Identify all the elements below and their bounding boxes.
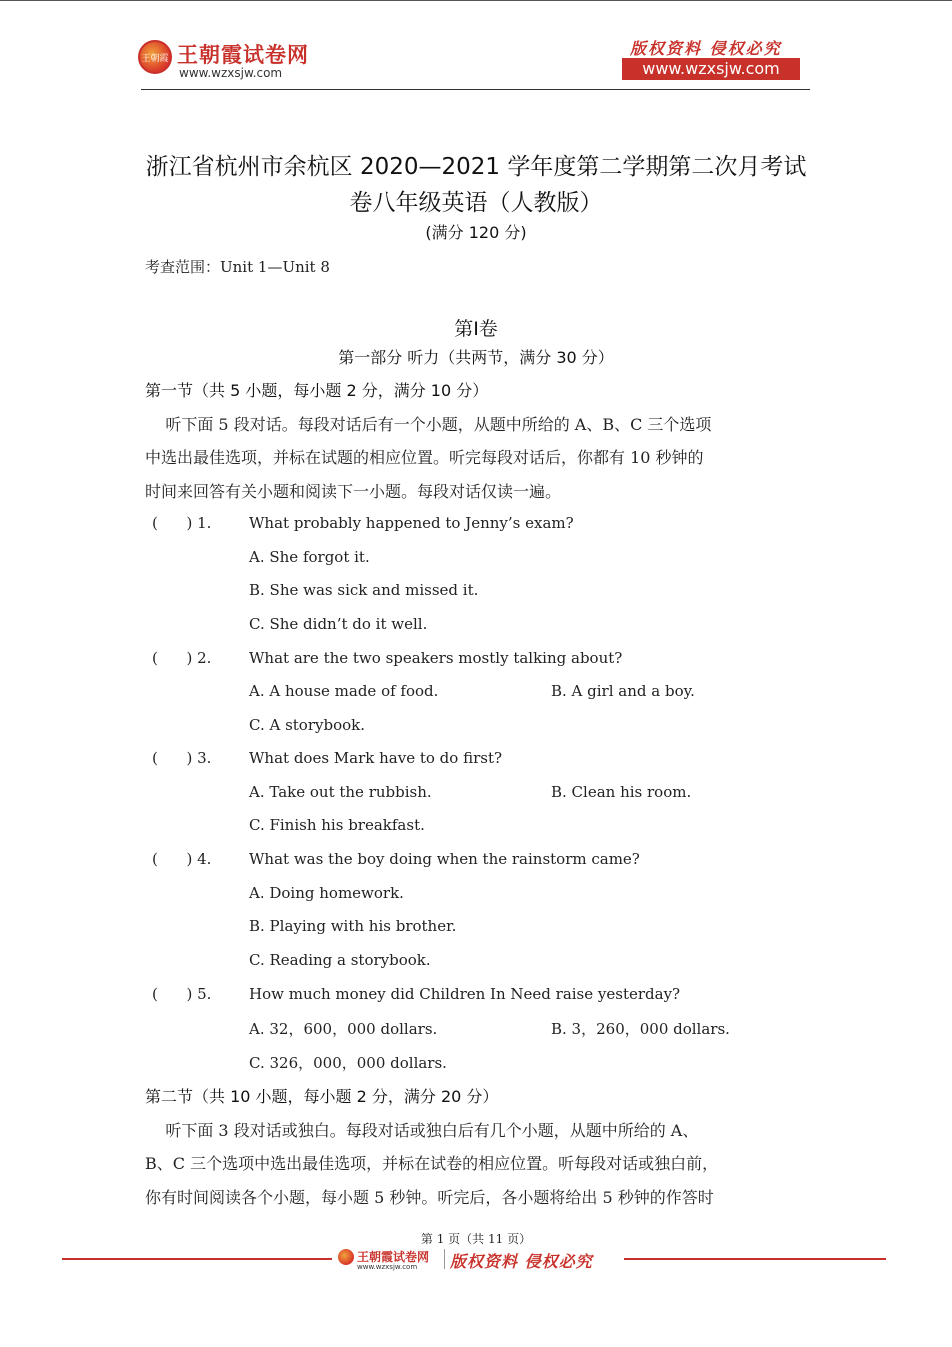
question-text: What are the two speakers mostly talking about? [249,649,623,667]
part1-heading: 第一部分 听力（共两节，满分 30 分） [338,348,614,367]
option-c: C. She didn’t do it well. [249,615,428,633]
site-url-banner[interactable]: www.wzxsjw.com [622,58,800,80]
footer-divider-right [624,1258,886,1260]
section2-instruction-line: B、C 三个选项中选出最佳选项，并标在试卷的相应位置。听每段对话或独白前， [145,1154,719,1173]
footer-logo-icon [338,1249,354,1265]
header-divider [141,89,810,90]
footer-separator [444,1249,445,1269]
option-b: B. Playing with his brother. [249,917,457,935]
exam-scope: 考查范围：Unit 1—Unit 8 [145,258,330,276]
option-b: B. A girl and a boy. [551,682,695,700]
volume-heading: 第Ⅰ卷 [454,318,498,340]
full-score: (满分 120 分) [425,223,527,242]
option-c: C. 326，000，000 dollars. [249,1054,447,1072]
question-text: What does Mark have to do first? [249,749,503,767]
site-logo-icon: 王朝霞 [138,40,172,74]
footer-site-name: 王朝霞试卷网 [357,1250,430,1264]
section1-instruction-line: 中选出最佳选项，并标在试题的相应位置。听完每段对话后，你都有 10 秒钟的 [145,448,704,467]
answer-blank[interactable]: ( ) 1. [152,514,212,532]
question-text: What probably happened to Jenny’s exam? [249,514,574,532]
answer-blank[interactable]: ( ) 2. [152,649,212,667]
option-a: A. Take out the rubbish. [249,783,432,801]
footer-slogan: 版权资料 侵权必究 [450,1252,593,1271]
exam-title-line1: 浙江省杭州市余杭区 2020—2021 学年度第二学期第二次月考试 [145,154,807,180]
footer-divider-left [62,1258,332,1260]
exam-title-line2: 卷八年级英语（人教版） [349,190,603,216]
top-border [0,0,952,1]
option-a: A. Doing homework. [249,884,404,902]
option-b: B. Clean his room. [551,783,692,801]
page-number: 第 1 页（共 11 页） [420,1232,532,1246]
option-a: A. She forgot it. [249,548,370,566]
section2-instruction-line: 你有时间阅读各个小题，每小题 5 秒钟。听完后，各小题将给出 5 秒钟的作答时 [145,1188,714,1207]
option-c: C. Finish his breakfast. [249,816,425,834]
answer-blank[interactable]: ( ) 5. [152,985,212,1003]
question-text: What was the boy doing when the rainstorm came? [249,850,640,868]
answer-blank[interactable]: ( ) 4. [152,850,212,868]
option-b: B. She was sick and missed it. [249,581,479,599]
option-b: B. 3，260，000 dollars. [551,1020,730,1038]
section1-instruction-line: 时间来回答有关小题和阅读下一小题。每段对话仅读一遍。 [145,482,562,501]
site-url[interactable]: www.wzxsjw.com [179,66,283,80]
site-name: 王朝霞试卷网 [177,43,309,67]
option-a: A. A house made of food. [249,682,439,700]
option-c: C. Reading a storybook. [249,951,431,969]
section2-instruction-line: 听下面 3 段对话或独白。每段对话或独白后有几个小题，从题中所给的 A、 [145,1121,699,1140]
footer-site-url[interactable]: www.wzxsjw.com [357,1263,418,1271]
copyright-slogan: 版权资料 侵权必究 [630,39,782,58]
answer-blank[interactable]: ( ) 3. [152,749,212,767]
section1-instruction-line: 听下面 5 段对话。每段对话后有一个小题，从题中所给的 A、B、C 三个选项 [145,415,712,434]
option-c: C. A storybook. [249,716,366,734]
section1-heading: 第一节（共 5 小题，每小题 2 分，满分 10 分） [145,381,489,400]
question-text: How much money did Children In Need raise yesterday? [249,985,681,1003]
option-a: A. 32，600，000 dollars. [249,1020,438,1038]
section2-heading: 第二节（共 10 小题，每小题 2 分，满分 20 分） [145,1087,499,1106]
